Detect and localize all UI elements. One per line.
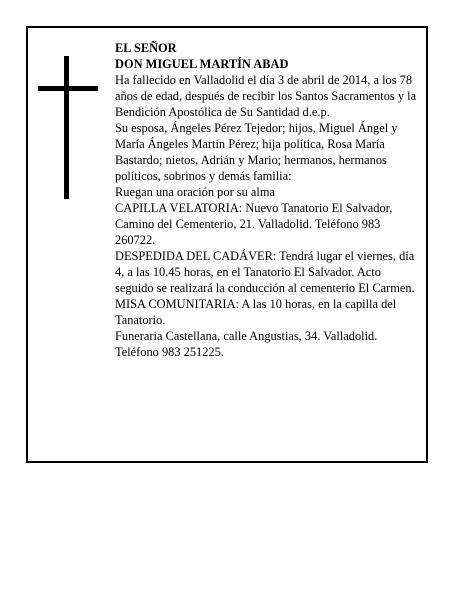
cross-icon: [38, 56, 98, 199]
notice-title: EL SEÑOR: [115, 41, 177, 55]
cross-vertical-bar: [64, 56, 69, 199]
notice-content: [115, 40, 421, 360]
prayer-request: Ruegan una oración por su alma: [115, 185, 275, 199]
farewell-info: DESPEDIDA DEL CADÁVER: Tendrá lugar el viernes, día 4, a las 10.45 horas, en el Tanatorio El Salvador. Acto seguido se realizará la conducción al cementerio El Carmen.: [115, 249, 415, 295]
wake-chapel-info: CAPILLA VELATORIA: Nuevo Tanatorio El Salvador, Camino del Cementerio, 21. Valladolid. Teléfono 983 260722.: [115, 201, 393, 247]
mass-info: MISA COMUNITARIA: A las 10 horas, en la capilla del Tanatorio.: [115, 297, 397, 327]
death-announcement: Ha fallecido en Valladolid el día 3 de abril de 2014, a los 78 años de edad, después de recibir los Santos Sacramentos y la Bendición Apostólica de Su Santidad d.e.p.: [115, 73, 417, 119]
obituary-notice: [26, 26, 428, 463]
deceased-name: DON MIGUEL MARTÍN ABAD: [115, 57, 289, 71]
cross-horizontal-bar: [38, 86, 98, 91]
family-list: Su esposa, Ángeles Pérez Tejedor; hijos, Miguel Ángel y María Ángeles Martín Pérez; hija política, Rosa María Bastardo; nietos, Adrián y Mario; hermanos, hermanos políticos, sobrinos y demás familia:: [115, 121, 398, 183]
funeral-home-info: Funeraria Castellana, calle Angustias, 34. Valladolid. Teléfono 983 251225.: [115, 329, 378, 359]
